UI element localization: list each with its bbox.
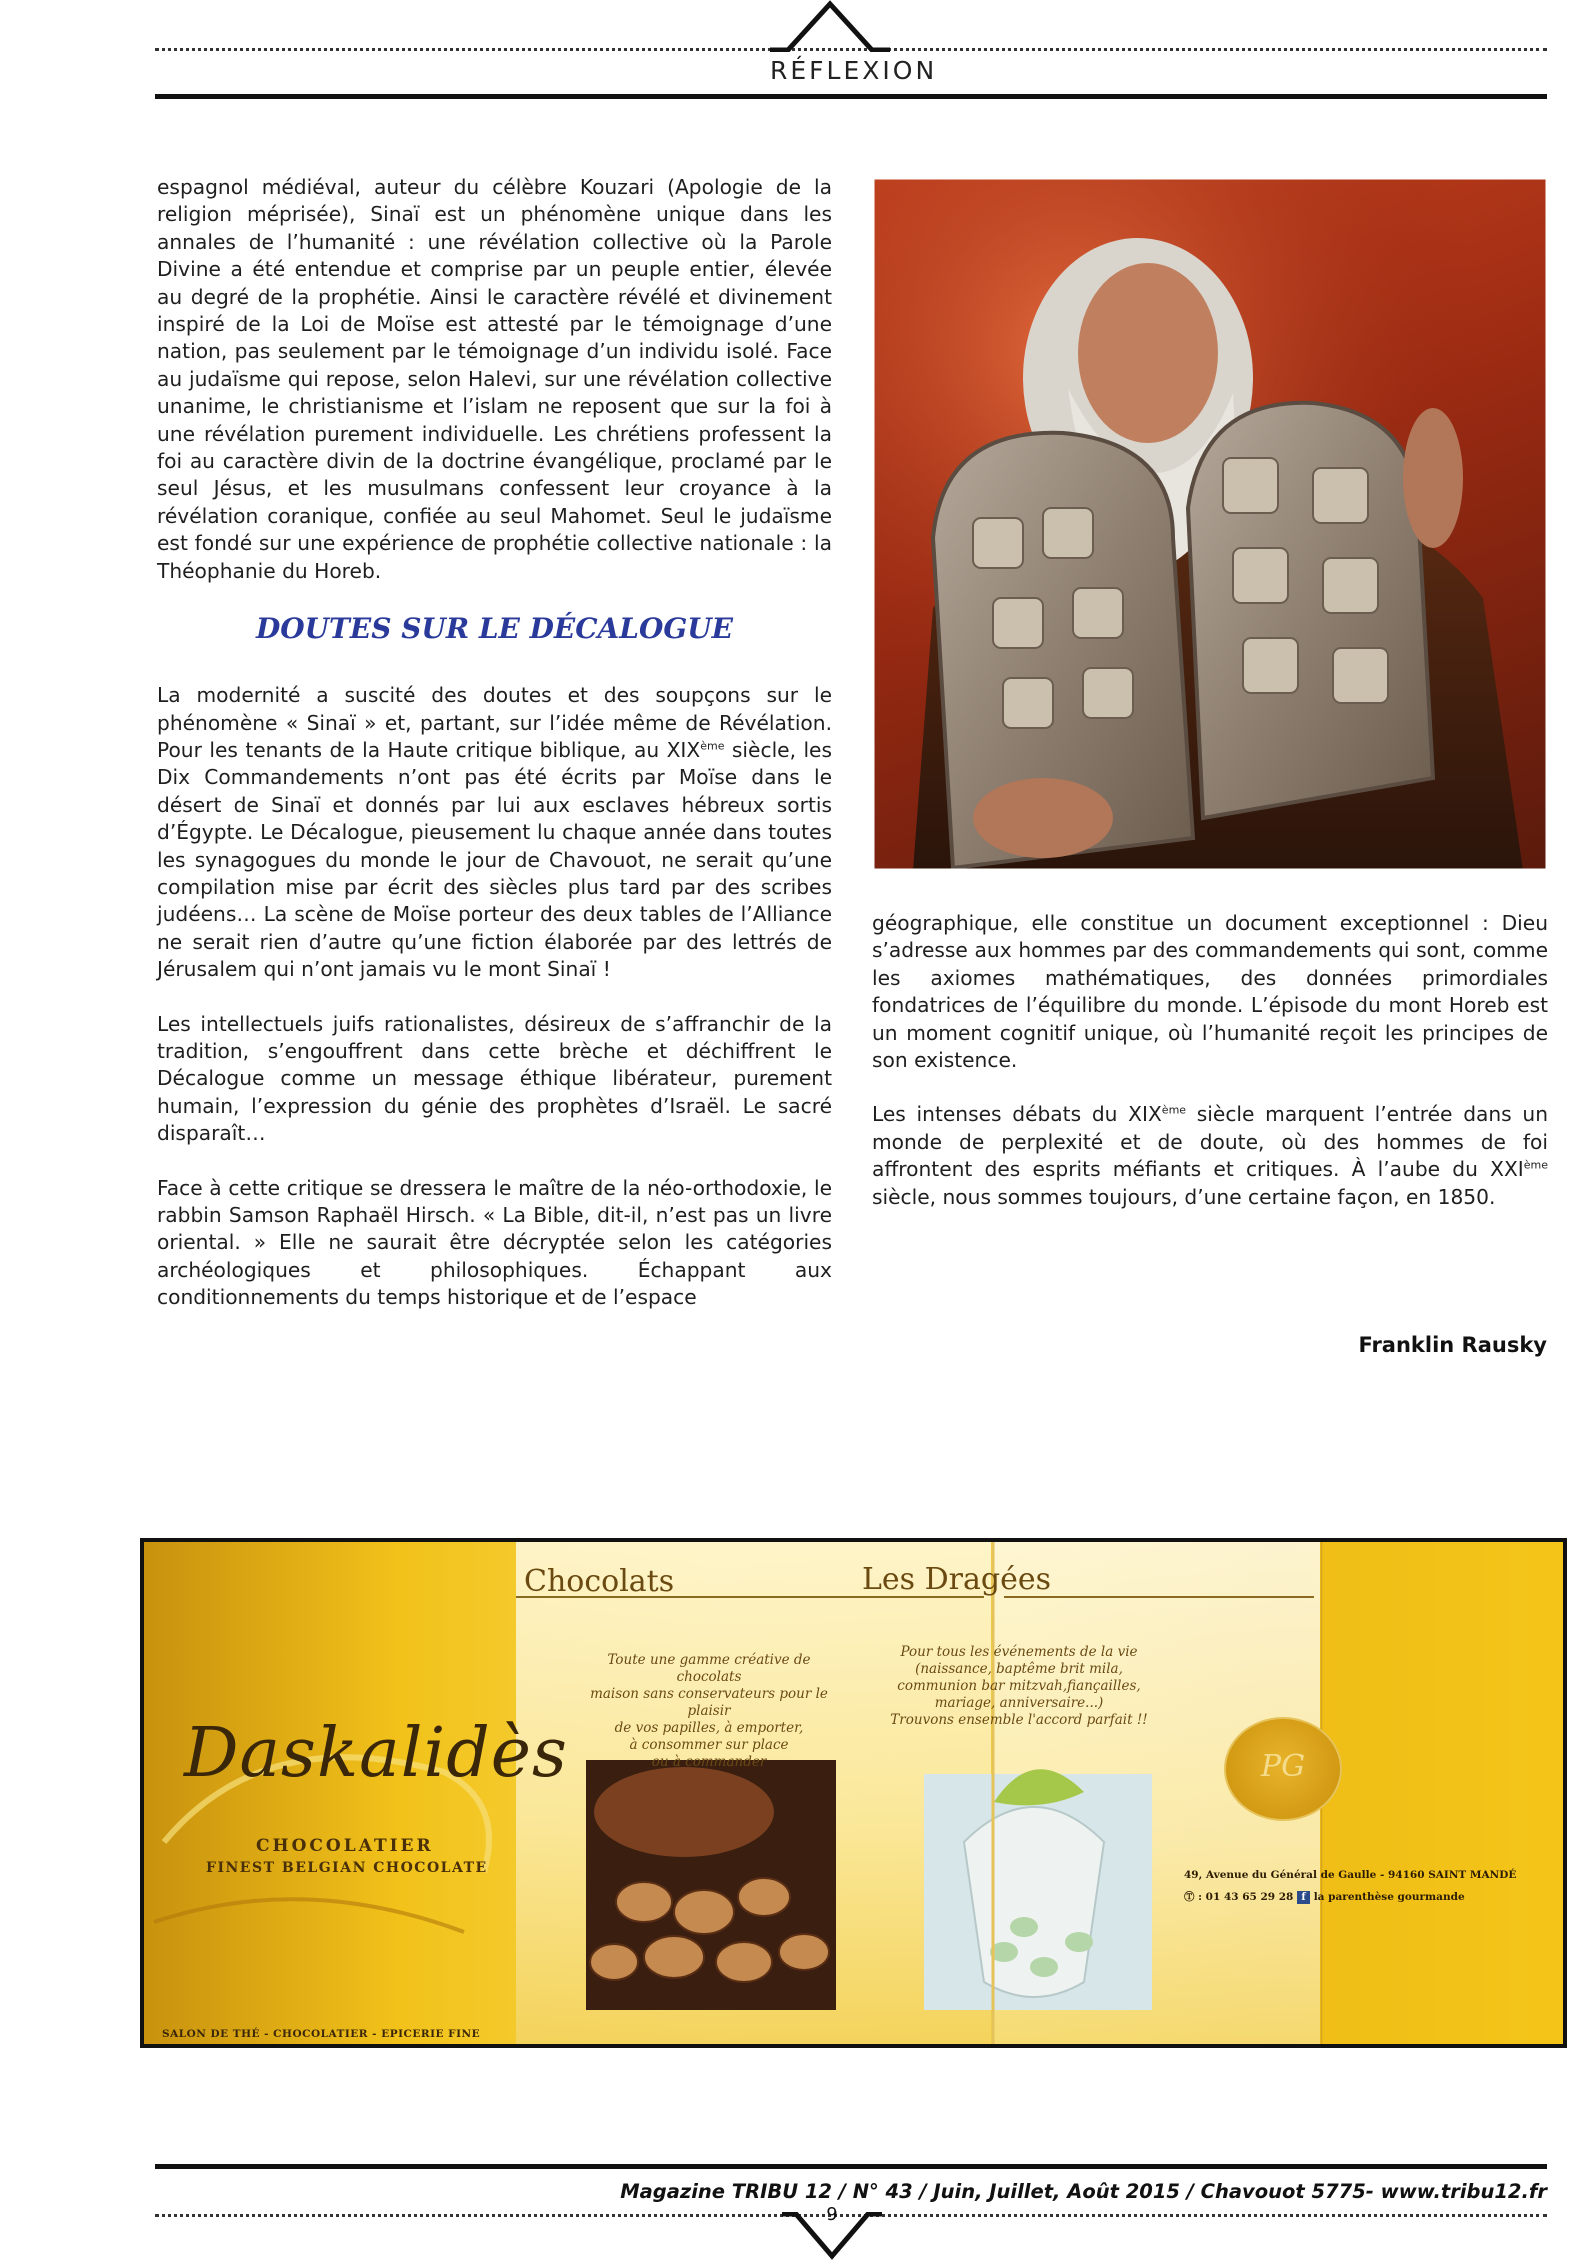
header-caret-icon	[770, 0, 890, 52]
dragees-text: Pour tous les événements de la vie (naissance, baptême brit mila, communion bar mitzvah,fiançailles, mariage, anniversaire...) Trouvons ensemble l'accord parfait !!	[890, 1644, 1148, 1728]
pg-emblem-logo: PG	[1224, 1717, 1342, 1821]
article-left-column	[157, 174, 832, 1339]
article-right-column	[872, 910, 1548, 1238]
moses-tablets-image	[873, 178, 1547, 870]
article-subheading: DOUTES SUR LE DÉCALOGUE	[255, 612, 734, 646]
footer-rule	[155, 2164, 1547, 2169]
daskalides-advertisement	[140, 1538, 1567, 2048]
article-paragraph: Les intellectuels juifs rationalistes, désireux de s’affranchir de la tradition, s’engouffrent dans cette brèche et déchiffrent le Décalogue comme un message éthique libérateur, purement humain, l’expression du génie des prophètes d’Israël. Le sacré disparaît…	[157, 1011, 832, 1146]
ad-address-block: 49, Avenue du Général de Gaulle - 94160 SAINT MANDÉ Ⓣ : 01 43 65 29 28 f la parenthèse gourmande	[1184, 1869, 1517, 1903]
ad-brand-footer: SALON DE THÉ - CHOCOLATIER - EPICERIE FINE	[162, 2028, 481, 2040]
ad-brand-logo: Daskalidès	[184, 1714, 568, 1793]
article-paragraph: La modernité a suscité des doutes et des soupçons sur le phénomène « Sinaï » et, partant, sur l’idée même de Révélation. Pour les tenants de la Haute critique biblique, au XIXème siècle, les Dix Commandements n’ont pas été écrits par Moïse dans le désert de Sinaï et donnés par lui aux esclaves hébreux sortis d’Égypte. Le Décalogue, pieusement lu chaque année dans toutes les synagogues du monde le jour de Chavouot, ne serait qu’une compilation mise par écrit des siècles plus tard par des scribes judéens… La scène de Moïse porteur des deux tables de l’Alliance ne serait rien d’autre qu’une fiction élaborée par des lettrés de Jérusalem qui n’ont jamais vu le mont Sinaï !	[157, 683, 832, 982]
header-rule	[155, 94, 1547, 99]
dragees-title: Les Dragées	[862, 1562, 1051, 1597]
facebook-icon: f	[1297, 1891, 1310, 1904]
footer-text: Magazine TRIBU 12 / N° 43 / Juin, Juillet, Août 2015 / Chavouot 5775- www.tribu12.fr	[620, 2180, 1547, 2203]
ad-brand-line1: CHOCOLATIER	[256, 1836, 434, 1856]
chocolats-text: Toute une gamme créative de chocolats maison sans conservateurs pour le plaisir de vos papilles, à emporter, à consommer sur place ou à commander	[590, 1652, 828, 1770]
article-paragraph: espagnol médiéval, auteur du célèbre Kouzari (Apologie de la religion méprisée), Sinaï est un phénomène unique dans les annales de l’humanité : une révélation collective où la Parole Divine a été entendue et comprise par un peuple entier, élevée au degré de la prophétie. Ainsi le caractère révélé et divinement inspiré de la Loi de Moïse est attesté par le témoignage d’une nation, pas seulement par le témoignage d’un individu isolé. Face au judaïsme qui repose, selon Halevi, sur une révélation collective unanime, le christianisme et l’islam ne reposent que sur la foi à une révélation purement individuelle. Les chrétiens professent la foi au caractère divin de la doctrine évangélique, proclamé par le seul Jésus, et les musulmans confessent leur croyance à la révélation coranique, confiée au seul Mahomet. Seul le judaïsme est fondé sur une expérience de prophétie collective nationale : la Théophanie du Horeb.	[157, 175, 832, 583]
article-paragraph: géographique, elle constitue un document exceptionnel : Dieu s’adresse aux hommes par des commandements qui sont, comme les axiomes mathématiques, des données primordiales fondatrices de l’équilibre du monde. L’épisode du mont Horeb est un moment cognitif unique, où l’humanité reçoit les principes de son existence.	[872, 911, 1548, 1073]
section-title: RÉFLEXION	[770, 56, 938, 85]
article-paragraph: Face à cette critique se dressera le maître de la néo-orthodoxie, le rabbin Samson Raphaël Hirsch. « La Bible, dit-il, n’est pas un livre oriental. » Elle ne saurait être décryptée selon les catégories archéologiques et philosophiques. Échappant aux conditionnements du temps historique et de l’espace	[157, 1175, 832, 1310]
chocolats-title: Chocolats	[524, 1564, 675, 1599]
ad-brand-line2: FINEST BELGIAN CHOCOLATE	[206, 1860, 488, 1876]
page-number: 9	[826, 2204, 838, 2225]
article-paragraph: Les intenses débats du XIXème siècle marquent l’entrée dans un monde de perplexité et de doute, où des hommes de foi affrontent des esprits méfiants et critiques. À l’aube du XXIème siècle, nous sommes toujours, d’une certaine façon, en 1850.	[872, 1102, 1549, 1209]
article-author: Franklin Rausky	[1358, 1333, 1547, 1357]
